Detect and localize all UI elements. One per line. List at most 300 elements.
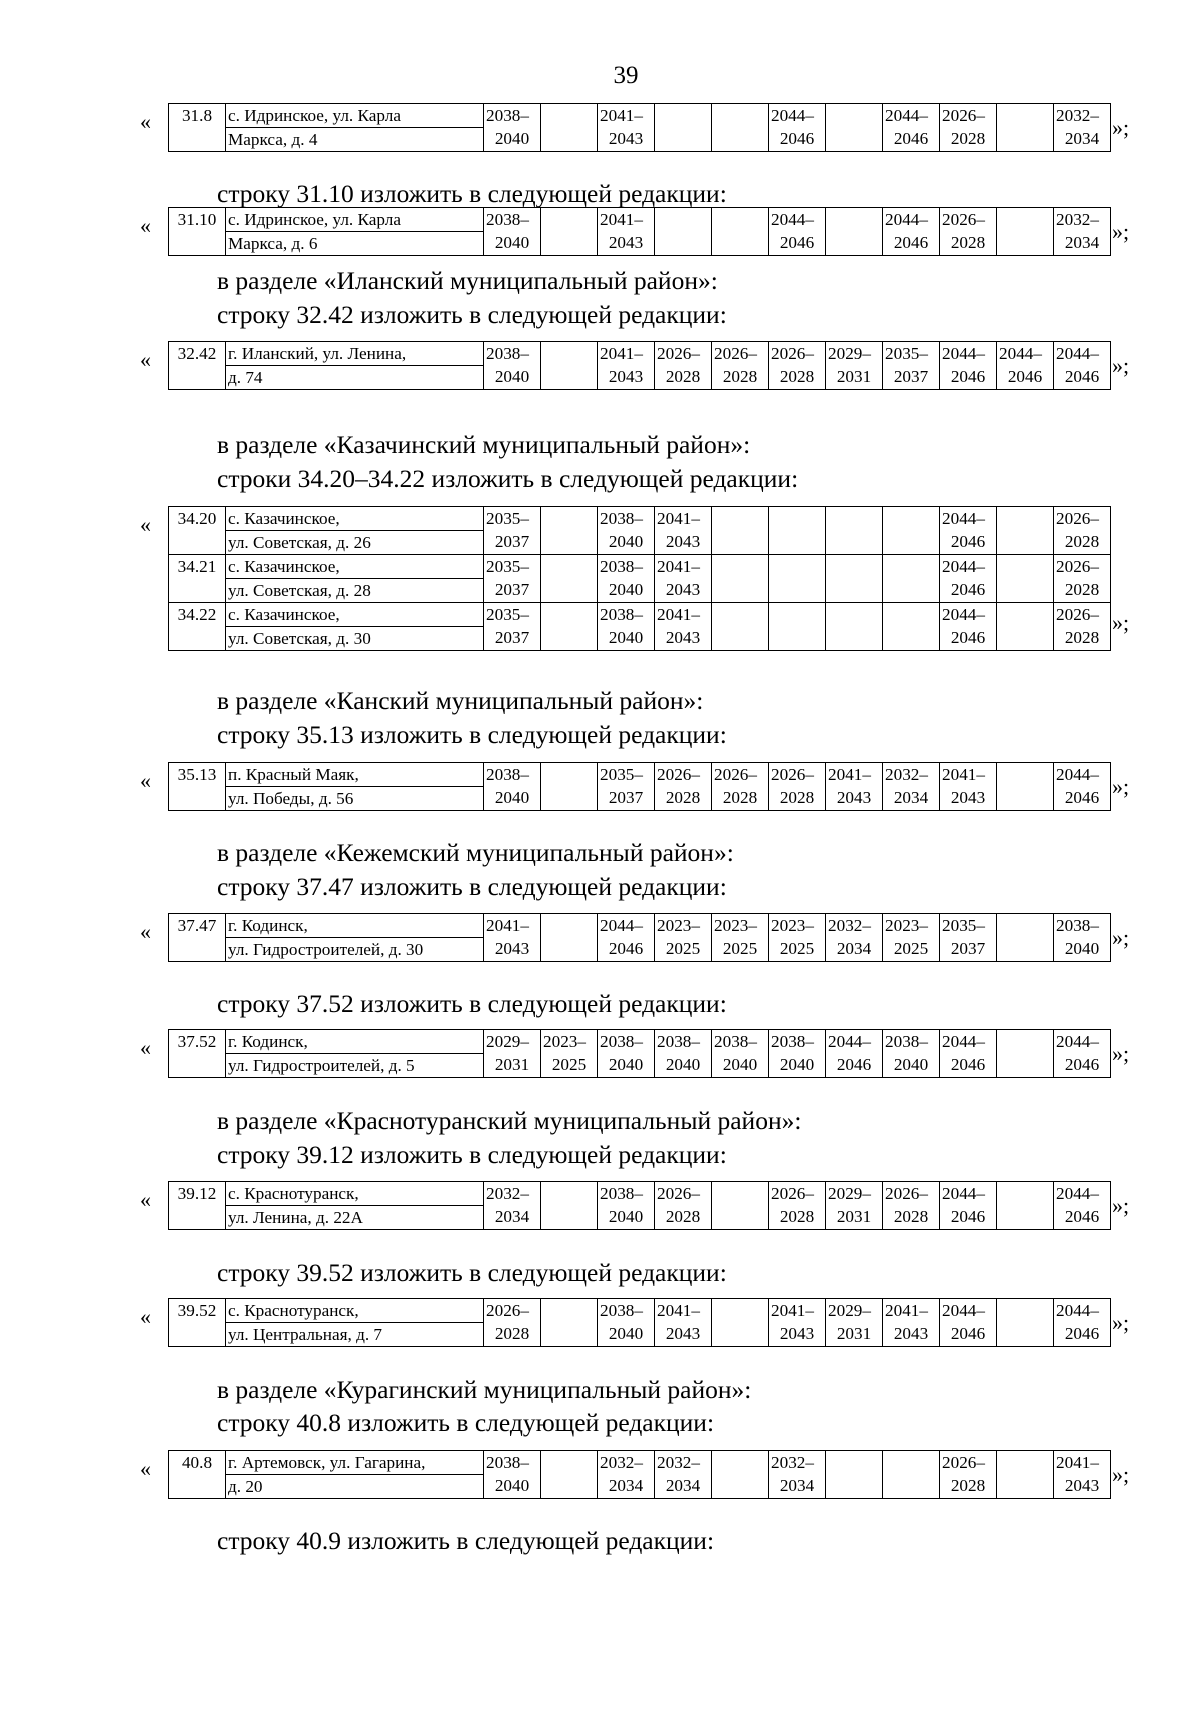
year-start: 2038– <box>600 557 643 576</box>
year-start: 2029– <box>486 1032 529 1051</box>
year-end: 2037 <box>608 788 644 807</box>
open-quote: « <box>140 1304 151 1329</box>
year-range-cell <box>940 1451 997 1499</box>
year-end: 2025 <box>779 939 815 958</box>
year-end: 2040 <box>608 580 644 599</box>
year-range-cell <box>541 1451 598 1499</box>
row-number: 31.10 <box>169 208 226 256</box>
year-end: 2046 <box>1064 1055 1100 1074</box>
year-range-cell <box>655 507 712 555</box>
year-end: 2040 <box>494 367 530 386</box>
instruction-text: строку 40.8 изложить в следующей редакции: <box>217 1408 715 1437</box>
year-start: 2038– <box>486 210 529 229</box>
year-start: 2026– <box>657 765 700 784</box>
close-quote: »; <box>1112 353 1130 378</box>
schedule-table <box>168 762 1111 811</box>
year-end: 2046 <box>1064 1324 1100 1343</box>
year-start: 2041– <box>600 210 643 229</box>
year-range-cell <box>541 1182 598 1230</box>
year-range-cell <box>1054 1451 1111 1499</box>
year-end: 2043 <box>665 580 701 599</box>
year-range-cell <box>655 104 712 152</box>
year-range-cell <box>769 507 826 555</box>
year-end: 2040 <box>494 788 530 807</box>
year-end: 2025 <box>893 939 929 958</box>
year-range-cell <box>997 1451 1054 1499</box>
instruction-text: строку 39.12 изложить в следующей редакции: <box>217 1140 727 1169</box>
year-range-cell <box>997 342 1054 390</box>
year-start: 2038– <box>486 344 529 363</box>
year-range-cell <box>484 763 541 811</box>
year-range-cell <box>769 763 826 811</box>
year-range-cell <box>1054 507 1111 555</box>
year-range-cell <box>769 555 826 603</box>
year-range-cell <box>655 763 712 811</box>
year-end: 2028 <box>950 129 986 148</box>
year-range-cell <box>883 603 940 651</box>
year-range-cell <box>769 342 826 390</box>
year-range-cell <box>712 603 769 651</box>
instruction-text: строку 31.10 изложить в следующей редакции: <box>217 179 727 208</box>
year-start: 2026– <box>714 344 757 363</box>
table-row <box>169 763 1111 787</box>
year-range-cell <box>1054 1299 1111 1347</box>
year-range-cell <box>655 1030 712 1078</box>
year-range-cell <box>484 1030 541 1078</box>
year-end: 2031 <box>494 1055 530 1074</box>
year-range-cell <box>541 1030 598 1078</box>
year-end: 2028 <box>1064 628 1100 647</box>
year-start: 2026– <box>942 210 985 229</box>
year-end: 2046 <box>950 1324 986 1343</box>
table-row <box>169 914 1111 938</box>
year-start: 2026– <box>942 106 985 125</box>
year-end: 2025 <box>665 939 701 958</box>
year-end: 2040 <box>608 1055 644 1074</box>
year-range-cell <box>883 208 940 256</box>
year-end: 2040 <box>608 1207 644 1226</box>
year-start: 2032– <box>600 1453 643 1472</box>
year-start: 2041– <box>600 106 643 125</box>
year-range-cell <box>826 603 883 651</box>
year-end: 2028 <box>494 1324 530 1343</box>
year-range-cell <box>484 1451 541 1499</box>
year-range-cell <box>769 208 826 256</box>
year-end: 2040 <box>608 628 644 647</box>
open-quote: « <box>140 1035 151 1060</box>
year-range-cell <box>997 763 1054 811</box>
year-end: 2046 <box>950 628 986 647</box>
row-number: 37.52 <box>169 1030 226 1078</box>
schedule-table <box>168 103 1111 152</box>
year-range-cell <box>1054 763 1111 811</box>
year-range-cell <box>997 104 1054 152</box>
year-range-cell <box>940 208 997 256</box>
year-start: 2038– <box>600 509 643 528</box>
year-end: 2040 <box>494 129 530 148</box>
year-start: 2044– <box>942 1184 985 1203</box>
year-range-cell <box>826 507 883 555</box>
year-start: 2041– <box>600 344 643 363</box>
year-start: 2035– <box>486 509 529 528</box>
year-start: 2026– <box>486 1301 529 1320</box>
year-start: 2026– <box>771 765 814 784</box>
year-range-cell <box>769 1451 826 1499</box>
year-end: 2025 <box>722 939 758 958</box>
year-end: 2034 <box>779 1476 815 1495</box>
year-range-cell <box>598 507 655 555</box>
year-range-cell <box>883 104 940 152</box>
section-heading: в разделе «Иланский муниципальный район»: <box>217 266 718 295</box>
year-range-cell <box>712 104 769 152</box>
close-quote: »; <box>1112 1462 1130 1487</box>
year-range-cell <box>883 555 940 603</box>
row-number: 35.13 <box>169 763 226 811</box>
year-start: 2038– <box>600 1032 643 1051</box>
year-range-cell <box>940 555 997 603</box>
year-range-cell <box>997 603 1054 651</box>
year-range-cell <box>541 104 598 152</box>
year-end: 2043 <box>950 788 986 807</box>
address-line: ул. Центральная, д. 7 <box>226 1323 484 1347</box>
year-start: 2041– <box>942 765 985 784</box>
instruction-text: строку 37.47 изложить в следующей редакции: <box>217 872 727 901</box>
address-line: Маркса, д. 4 <box>226 128 484 152</box>
year-range-cell <box>712 507 769 555</box>
year-start: 2026– <box>942 1453 985 1472</box>
address-line: с. Казачинское, <box>226 555 484 579</box>
year-start: 2041– <box>1056 1453 1099 1472</box>
year-range-cell <box>541 208 598 256</box>
year-range-cell <box>769 1030 826 1078</box>
row-number: 37.47 <box>169 914 226 962</box>
year-end: 2028 <box>779 788 815 807</box>
year-range-cell <box>769 914 826 962</box>
year-range-cell <box>997 1030 1054 1078</box>
year-range-cell <box>598 763 655 811</box>
year-range-cell <box>655 555 712 603</box>
year-start: 2032– <box>1056 106 1099 125</box>
address-line: ул. Советская, д. 30 <box>226 627 484 651</box>
section-heading: в разделе «Курагинский муниципальный район»: <box>217 1375 752 1404</box>
address-line: с. Краснотуранск, <box>226 1299 484 1323</box>
table-row <box>169 1299 1111 1323</box>
address-line: с. Идринское, ул. Карла <box>226 208 484 232</box>
section-heading: в разделе «Канский муниципальный район»: <box>217 686 704 715</box>
year-end: 2034 <box>893 788 929 807</box>
address-line: ул. Гидростроителей, д. 5 <box>226 1054 484 1078</box>
address-line: с. Краснотуранск, <box>226 1182 484 1206</box>
year-end: 2028 <box>779 367 815 386</box>
row-number: 32.42 <box>169 342 226 390</box>
year-start: 2038– <box>1056 916 1099 935</box>
address-line: с. Казачинское, <box>226 603 484 627</box>
address-line: г. Кодинск, <box>226 914 484 938</box>
year-range-cell <box>940 1299 997 1347</box>
year-end: 2043 <box>608 367 644 386</box>
year-start: 2044– <box>771 106 814 125</box>
year-end: 2046 <box>950 367 986 386</box>
year-range-cell <box>598 555 655 603</box>
year-start: 2038– <box>600 1301 643 1320</box>
year-range-cell <box>655 1451 712 1499</box>
row-number: 40.8 <box>169 1451 226 1499</box>
close-quote: »; <box>1112 925 1130 950</box>
close-quote: »; <box>1112 1041 1130 1066</box>
address-line: д. 74 <box>226 366 484 390</box>
year-range-cell <box>712 555 769 603</box>
year-end: 2028 <box>893 1207 929 1226</box>
year-end: 2040 <box>893 1055 929 1074</box>
instruction-text: строку 32.42 изложить в следующей редакции: <box>217 300 727 329</box>
year-range-cell <box>826 1451 883 1499</box>
row-number: 31.8 <box>169 104 226 152</box>
year-range-cell <box>997 914 1054 962</box>
year-range-cell <box>712 1451 769 1499</box>
row-number: 34.21 <box>169 555 226 603</box>
schedule-table <box>168 1029 1111 1078</box>
year-range-cell <box>541 342 598 390</box>
year-start: 2041– <box>828 765 871 784</box>
year-start: 2029– <box>828 344 871 363</box>
year-range-cell <box>769 104 826 152</box>
instruction-text: строку 40.9 изложить в следующей редакции: <box>217 1526 715 1555</box>
year-range-cell <box>1054 914 1111 962</box>
year-end: 2040 <box>722 1055 758 1074</box>
year-range-cell <box>826 555 883 603</box>
year-range-cell <box>997 1299 1054 1347</box>
year-start: 2035– <box>942 916 985 935</box>
year-end: 2046 <box>1064 1207 1100 1226</box>
address-line: ул. Гидростроителей, д. 30 <box>226 938 484 962</box>
year-end: 2028 <box>1064 532 1100 551</box>
year-start: 2023– <box>714 916 757 935</box>
close-quote: »; <box>1112 1310 1130 1335</box>
year-start: 2032– <box>657 1453 700 1472</box>
schedule-table <box>168 506 1111 651</box>
year-range-cell <box>598 1299 655 1347</box>
year-end: 2031 <box>836 367 872 386</box>
year-range-cell <box>655 603 712 651</box>
year-range-cell <box>541 1299 598 1347</box>
year-end: 2028 <box>1064 580 1100 599</box>
open-quote: « <box>140 1187 151 1212</box>
year-start: 2032– <box>885 765 928 784</box>
year-end: 2043 <box>836 788 872 807</box>
year-start: 2032– <box>828 916 871 935</box>
year-range-cell <box>484 555 541 603</box>
year-start: 2041– <box>657 557 700 576</box>
year-range-cell <box>484 208 541 256</box>
year-start: 2026– <box>1056 605 1099 624</box>
year-range-cell <box>997 208 1054 256</box>
table-row <box>169 1182 1111 1206</box>
address-line: г. Иланский, ул. Ленина, <box>226 342 484 366</box>
year-end: 2031 <box>836 1324 872 1343</box>
address-line: ул. Победы, д. 56 <box>226 787 484 811</box>
year-range-cell <box>712 1299 769 1347</box>
address-line: г. Кодинск, <box>226 1030 484 1054</box>
year-start: 2044– <box>942 605 985 624</box>
year-range-cell <box>712 914 769 962</box>
year-end: 2046 <box>950 532 986 551</box>
open-quote: « <box>140 919 151 944</box>
year-range-cell <box>1054 603 1111 651</box>
year-range-cell <box>712 763 769 811</box>
year-end: 2043 <box>665 628 701 647</box>
year-start: 2041– <box>486 916 529 935</box>
year-range-cell <box>1054 208 1111 256</box>
year-end: 2040 <box>1064 939 1100 958</box>
schedule-table <box>168 341 1111 390</box>
year-start: 2026– <box>657 1184 700 1203</box>
year-range-cell <box>883 1182 940 1230</box>
year-end: 2028 <box>665 367 701 386</box>
year-range-cell <box>826 1182 883 1230</box>
open-quote: « <box>140 1456 151 1481</box>
instruction-text: строку 39.52 изложить в следующей редакции: <box>217 1258 727 1287</box>
address-line: с. Идринское, ул. Карла <box>226 104 484 128</box>
year-end: 2040 <box>665 1055 701 1074</box>
year-range-cell <box>1054 555 1111 603</box>
year-range-cell <box>541 507 598 555</box>
year-end: 2040 <box>608 532 644 551</box>
year-end: 2034 <box>665 1476 701 1495</box>
table-row <box>169 603 1111 627</box>
address-line: ул. Ленина, д. 22А <box>226 1206 484 1230</box>
year-start: 2029– <box>828 1301 871 1320</box>
address-line: ул. Советская, д. 26 <box>226 531 484 555</box>
year-range-cell <box>598 104 655 152</box>
year-start: 2032– <box>486 1184 529 1203</box>
year-start: 2026– <box>657 344 700 363</box>
year-range-cell <box>1054 1030 1111 1078</box>
year-range-cell <box>940 342 997 390</box>
year-end: 2046 <box>1007 367 1043 386</box>
year-range-cell <box>826 104 883 152</box>
year-start: 2026– <box>771 344 814 363</box>
year-range-cell <box>541 603 598 651</box>
year-end: 2034 <box>494 1207 530 1226</box>
year-range-cell <box>484 1299 541 1347</box>
page-number: 39 <box>613 62 639 89</box>
year-end: 2046 <box>1064 367 1100 386</box>
section-heading: в разделе «Краснотуранский муниципальный район»: <box>217 1106 802 1135</box>
year-end: 2046 <box>893 129 929 148</box>
year-end: 2040 <box>779 1055 815 1074</box>
year-range-cell <box>769 603 826 651</box>
year-end: 2028 <box>779 1207 815 1226</box>
year-range-cell <box>940 1182 997 1230</box>
year-end: 2043 <box>1064 1476 1100 1495</box>
year-range-cell <box>769 1299 826 1347</box>
year-start: 2023– <box>885 916 928 935</box>
year-start: 2044– <box>1056 1184 1099 1203</box>
year-range-cell <box>940 914 997 962</box>
year-end: 2046 <box>950 1207 986 1226</box>
year-end: 2046 <box>779 233 815 252</box>
year-range-cell <box>826 342 883 390</box>
year-end: 2046 <box>893 233 929 252</box>
year-end: 2034 <box>1064 233 1100 252</box>
year-start: 2044– <box>885 106 928 125</box>
year-range-cell <box>655 914 712 962</box>
year-start: 2029– <box>828 1184 871 1203</box>
year-range-cell <box>1054 1182 1111 1230</box>
year-range-cell <box>655 342 712 390</box>
year-end: 2034 <box>1064 129 1100 148</box>
year-end: 2037 <box>950 939 986 958</box>
year-end: 2043 <box>665 1324 701 1343</box>
year-start: 2038– <box>714 1032 757 1051</box>
row-number: 34.20 <box>169 507 226 555</box>
year-end: 2043 <box>779 1324 815 1343</box>
year-start: 2041– <box>657 509 700 528</box>
year-start: 2023– <box>771 916 814 935</box>
year-start: 2044– <box>771 210 814 229</box>
year-start: 2038– <box>486 106 529 125</box>
year-start: 2026– <box>714 765 757 784</box>
year-range-cell <box>484 603 541 651</box>
year-range-cell <box>541 555 598 603</box>
address-line: Маркса, д. 6 <box>226 232 484 256</box>
address-line: г. Артемовск, ул. Гагарина, <box>226 1451 484 1475</box>
year-range-cell <box>712 208 769 256</box>
schedule-table <box>168 1298 1111 1347</box>
year-start: 2035– <box>486 605 529 624</box>
year-range-cell <box>484 1182 541 1230</box>
table-row <box>169 1030 1111 1054</box>
year-end: 2028 <box>950 233 986 252</box>
year-start: 2044– <box>828 1032 871 1051</box>
year-start: 2044– <box>942 1032 985 1051</box>
year-start: 2035– <box>885 344 928 363</box>
open-quote: « <box>140 213 151 238</box>
year-start: 2026– <box>1056 509 1099 528</box>
year-end: 2043 <box>665 532 701 551</box>
year-range-cell <box>826 208 883 256</box>
year-end: 2043 <box>608 233 644 252</box>
year-start: 2044– <box>1056 765 1099 784</box>
year-range-cell <box>826 914 883 962</box>
section-heading: в разделе «Кежемский муниципальный район»: <box>217 838 734 867</box>
address-line: п. Красный Маяк, <box>226 763 484 787</box>
table-row <box>169 555 1111 579</box>
year-end: 2046 <box>950 580 986 599</box>
year-range-cell <box>541 763 598 811</box>
year-range-cell <box>1054 342 1111 390</box>
year-range-cell <box>484 342 541 390</box>
year-start: 2035– <box>600 765 643 784</box>
year-end: 2025 <box>551 1055 587 1074</box>
year-range-cell <box>883 507 940 555</box>
year-start: 2035– <box>486 557 529 576</box>
year-start: 2044– <box>942 344 985 363</box>
year-start: 2041– <box>657 605 700 624</box>
year-range-cell <box>997 1182 1054 1230</box>
year-start: 2032– <box>1056 210 1099 229</box>
year-start: 2044– <box>885 210 928 229</box>
address-line: с. Казачинское, <box>226 507 484 531</box>
table-row <box>169 342 1111 366</box>
open-quote: « <box>140 768 151 793</box>
year-start: 2038– <box>600 605 643 624</box>
year-start: 2041– <box>657 1301 700 1320</box>
year-end: 2028 <box>665 1207 701 1226</box>
year-range-cell <box>883 1030 940 1078</box>
year-start: 2038– <box>486 1453 529 1472</box>
year-range-cell <box>655 1182 712 1230</box>
